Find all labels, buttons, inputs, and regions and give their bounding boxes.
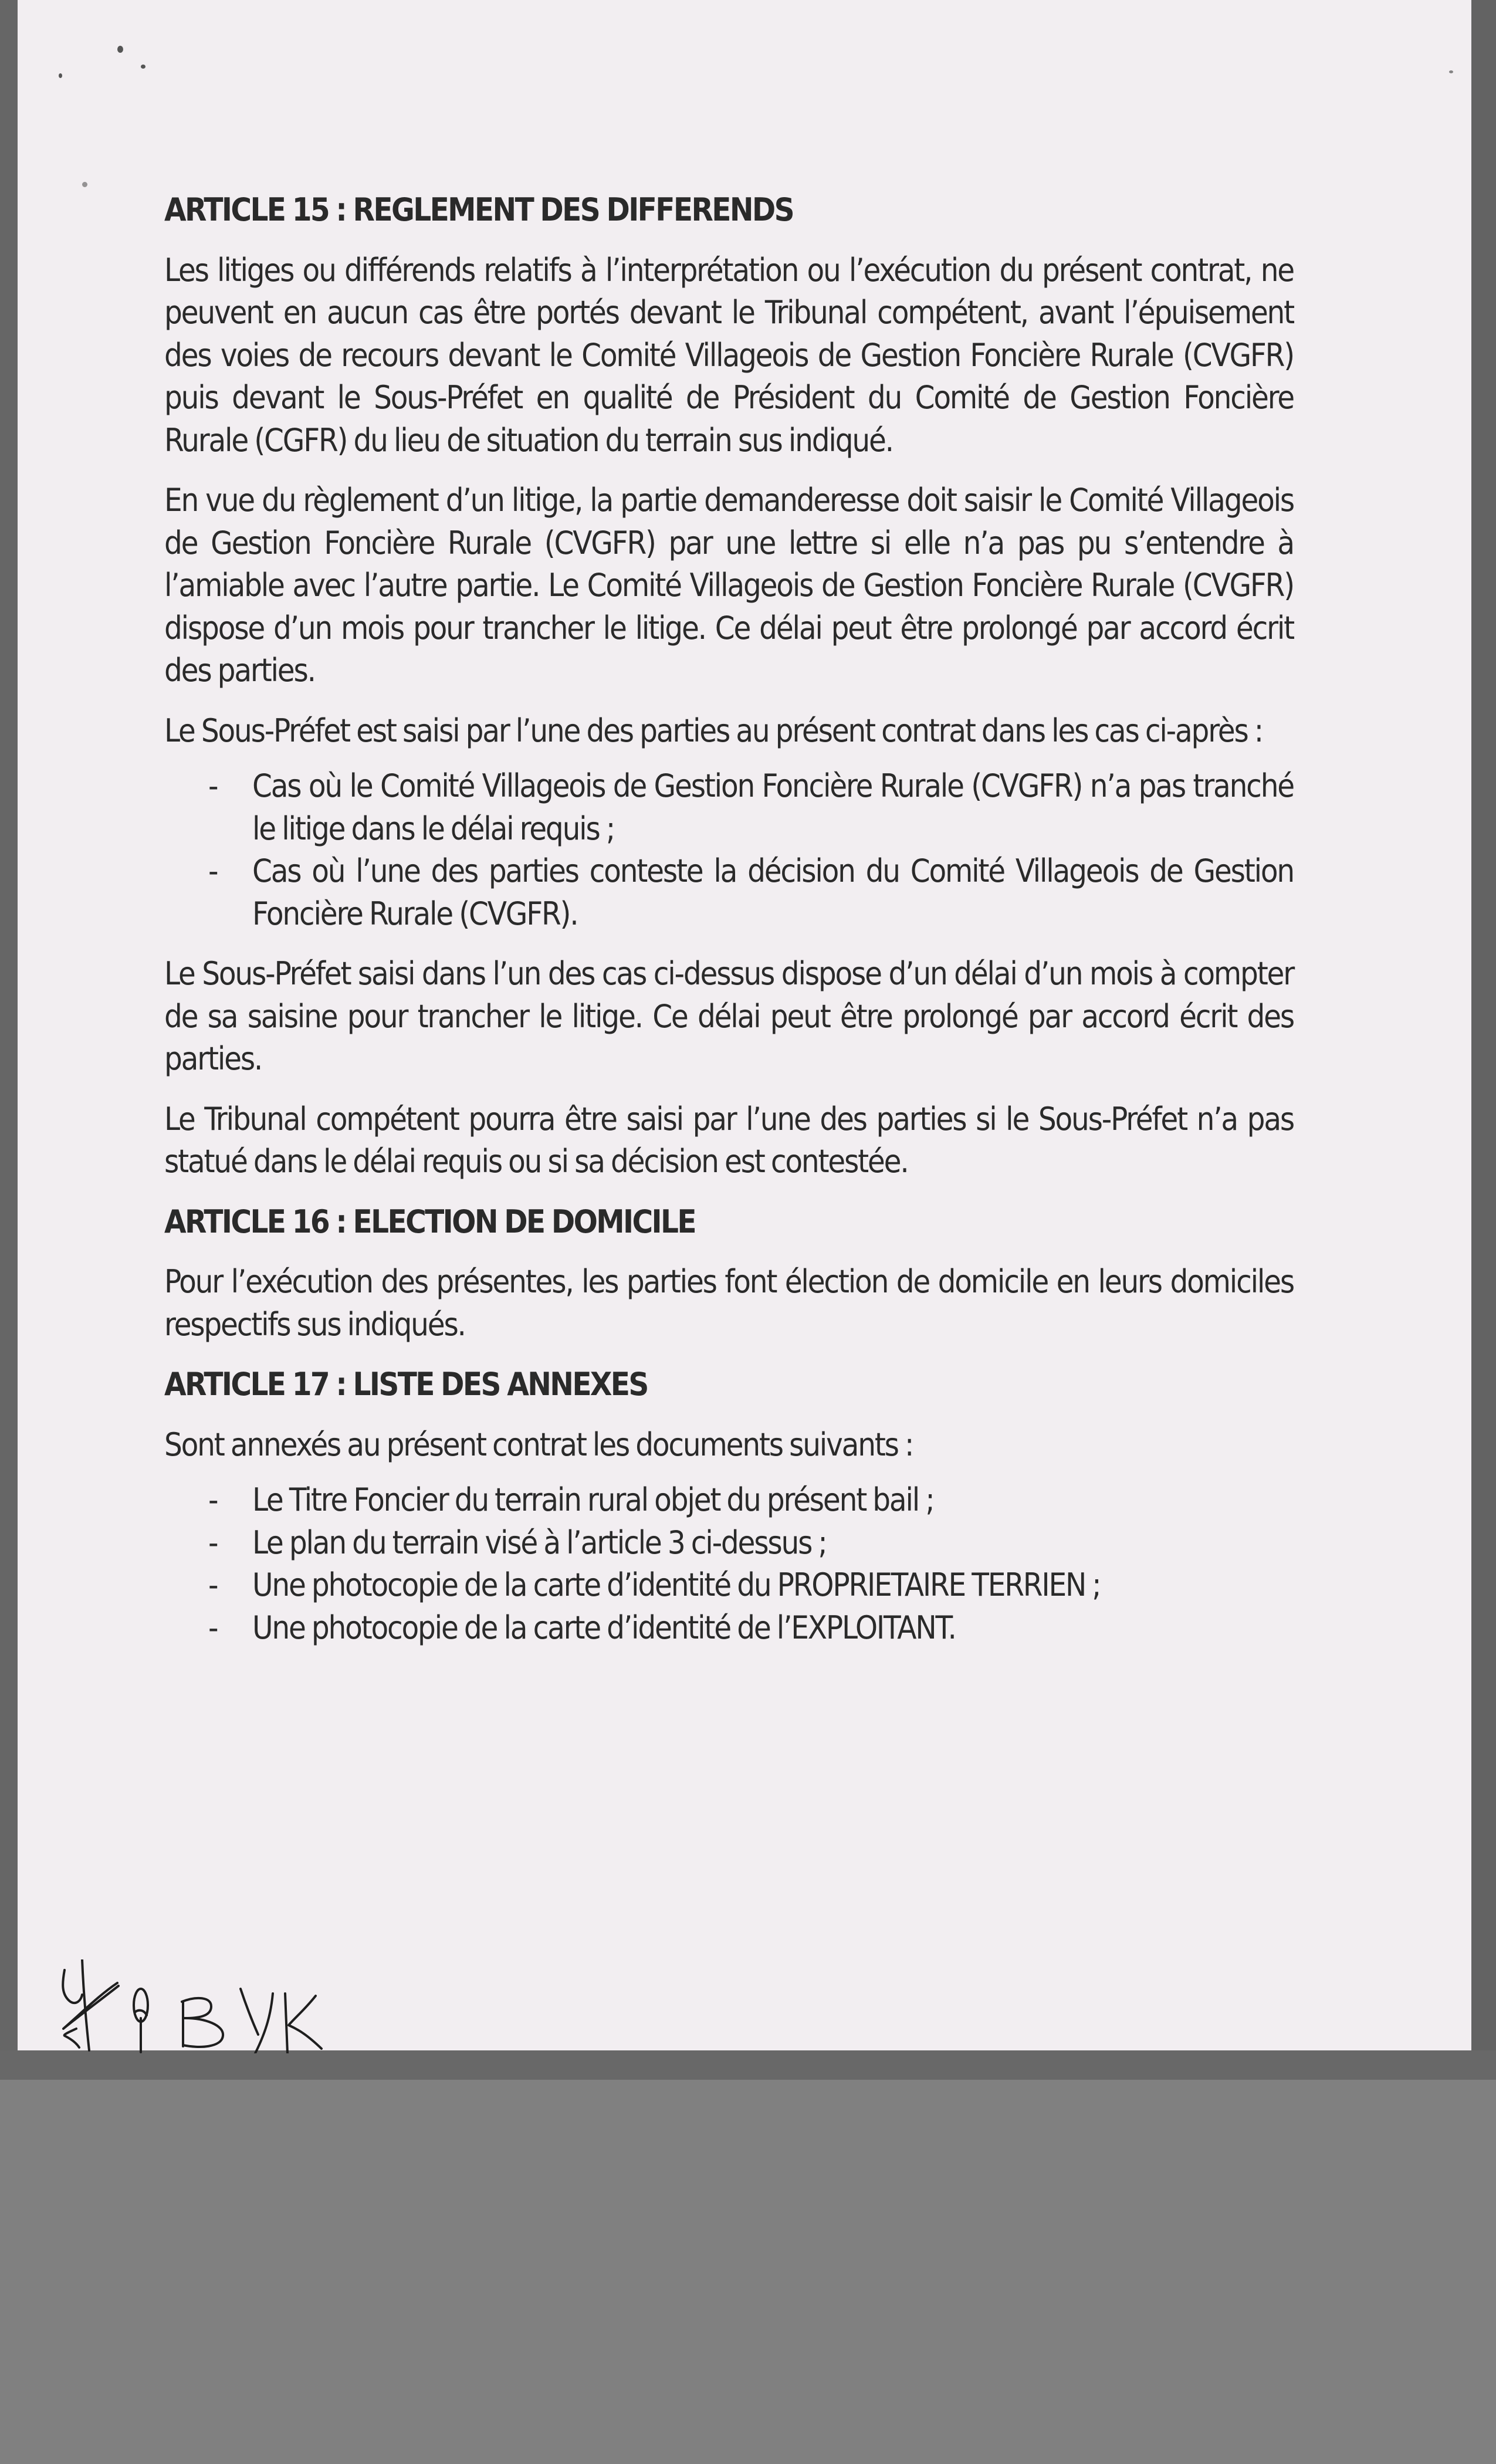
article-17 — [164, 1363, 1294, 1649]
list-item — [164, 765, 1294, 850]
initial-letters-yk — [241, 1989, 321, 2053]
list-marker: - — [208, 1524, 218, 1561]
paragraph: Le Tribunal compétent pourra être saisi par l’une des parties si le Sous-Préfet n’a pas statué dans le délai requis ou si sa décision est contestée. — [164, 1100, 1294, 1180]
scan-speck — [82, 182, 87, 187]
list-marker: - — [208, 852, 218, 889]
list-item-text: Une photocopie de la carte d’identité de l’EXPLOITANT. — [252, 1609, 956, 1646]
scanner-edge-right — [1471, 0, 1496, 2080]
scanner-edge-bottom — [0, 2050, 1496, 2080]
paragraph: Le Sous-Préfet saisi dans l’un des cas ci-dessus dispose d’un délai d’un mois à compter de sa saisine pour trancher le litige. Ce délai peut être prolongé par accord écrit des parties. — [164, 955, 1294, 1077]
article-16 — [164, 1201, 1294, 1346]
article-heading: ARTICLE 15 : REGLEMENT DES DIFFERENDS — [164, 191, 794, 228]
paragraph: Le Sous-Préfet est saisi par l’une des parties au présent contrat dans les cas ci-après : — [164, 712, 1263, 749]
paragraph: Sont annexés au présent contrat les documents suivants : — [164, 1426, 913, 1463]
cases-list — [164, 765, 1294, 935]
scanner-edge-left — [0, 0, 18, 2080]
list-item — [164, 850, 1294, 935]
handwritten-initials — [53, 1959, 475, 2053]
list-item — [164, 1607, 1294, 1650]
list-marker: - — [208, 1481, 218, 1518]
scan-speck — [117, 46, 123, 53]
list-item-text: Cas où l’une des parties conteste la décision du Comité Villageois de Gestion Foncière Rurale (CVGFR). — [252, 852, 1294, 932]
paragraph: En vue du règlement d’un litige, la partie demanderesse doit saisir le Comité Villageois de Gestion Foncière Rurale (CVGFR) par une lettre si elle n’a pas pu s’entendre à l’amiable avec l’autre partie. Le Comité Villageois de Gestion Foncière Rurale (CVGFR) dispose d’un mois pour trancher le litige. Ce délai peut être prolongé par accord écrit des parties. — [164, 482, 1294, 689]
list-item-text: Une photocopie de la carte d’identité du PROPRIETAIRE TERRIEN ; — [252, 1566, 1101, 1603]
initial-letter-b — [182, 1998, 223, 2047]
list-item — [164, 1522, 1294, 1565]
article-heading: ARTICLE 16 : ELECTION DE DOMICILE — [164, 1203, 695, 1240]
scan-speck — [59, 73, 62, 78]
list-item-text: Le Titre Foncier du terrain rural objet du présent bail ; — [252, 1481, 934, 1518]
paragraph: Pour l’exécution des présentes, les parties font élection de domicile en leurs domiciles respectifs sus indiqués. — [164, 1263, 1294, 1343]
list-marker: - — [208, 1609, 218, 1646]
list-marker: - — [208, 767, 218, 804]
initial-mark-1 — [63, 1959, 119, 2050]
paragraph: Les litiges ou différends relatifs à l’interprétation ou l’exécution du présent contrat, ne peuvent en aucun cas être portés devant le Tribunal compétent, avant l’épuisement des voies de recours devant le Comité Villageois de Gestion Foncière Rurale (CVGFR) puis devant le Sous-Préfet en qualité de Président du Comité de Gestion Foncière Rurale (CGFR) du lieu de situation du terrain sus indiqué. — [164, 251, 1294, 459]
article-heading: ARTICLE 17 : LISTE DES ANNEXES — [164, 1366, 648, 1403]
list-marker: - — [208, 1566, 218, 1603]
annexes-list — [164, 1479, 1294, 1649]
list-item-text: Cas où le Comité Villageois de Gestion Foncière Rurale (CVGFR) n’a pas tranché le litige dans le délai requis ; — [252, 767, 1294, 847]
scan-speck — [1449, 70, 1453, 73]
list-item — [164, 1564, 1294, 1607]
list-item-text: Le plan du terrain visé à l’article 3 ci-dessus ; — [252, 1524, 827, 1561]
list-item — [164, 1479, 1294, 1522]
article-15 — [164, 189, 1294, 1183]
document-body — [164, 189, 1294, 1667]
initial-mark-2 — [134, 1989, 148, 2052]
scan-speck — [141, 65, 145, 69]
